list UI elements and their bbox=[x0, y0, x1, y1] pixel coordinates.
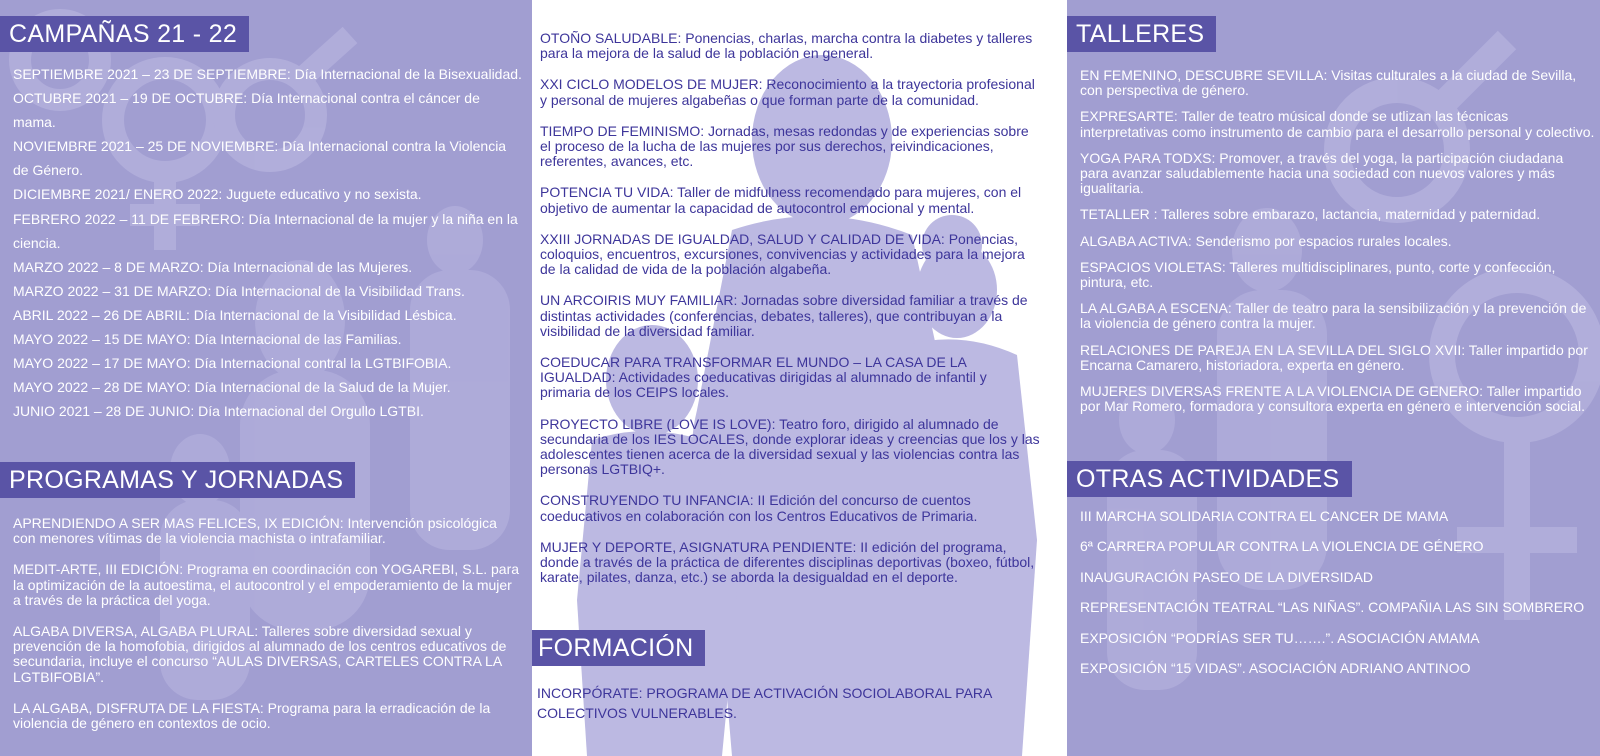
talleres-header: TALLERES bbox=[1067, 16, 1216, 52]
programa-item: POTENCIA TU VIDA: Taller de midfulness recomendado para mujeres, con el objetivo de aumentar la capacidad de autocontrol emocional y mental. bbox=[540, 184, 1022, 216]
taller-item: ESPACIOS VIOLETAS: Talleres multidisciplinares, punto, corte y confección, pintura, etc. bbox=[1080, 258, 1556, 291]
actividad-item: III MARCHA SOLIDARIA CONTRA EL CANCER DE MAMA bbox=[1080, 508, 1449, 524]
left-panel bbox=[0, 0, 532, 756]
programa-item: LA ALGABA, DISFRUTA DE LA FIESTA: Programa para la erradicación de la violencia de género en contextos de ocio. bbox=[13, 699, 491, 732]
taller-item: YOGA PARA TODXS: Promover, a través del yoga, la participación ciudadana para avanzar saludablemente hacia una sociedad con nuevos valores y más igualitaria. bbox=[1080, 149, 1564, 197]
programa-item: TIEMPO DE FEMINISMO: Jornadas, mesas redondas y de experiencias sobre el proceso de la lucha de las mujeres por sus derechos, reivindicaciones, referentes, avances, etc. bbox=[540, 122, 1029, 170]
actividad-item: EXPOSICIÓN “PODRÍAS SER TU…….”. ASOCIACIÓN AMAMA bbox=[1080, 629, 1480, 646]
taller-item: LA ALGABA A ESCENA: Taller de teatro para la sensibilización y la prevención de la violencia de género contra la mujer. bbox=[1080, 300, 1587, 332]
campana-item: MARZO 2022 – 8 DE MARZO: Día Internacional de las Mujeres. bbox=[13, 258, 413, 275]
programa-item: APRENDIENDO A SER MAS FELICES, IX EDICIÓN: Intervención psicológica con menores vítimas de la violencia machista o intrafamiliar. bbox=[13, 515, 497, 547]
campana-item: FEBRERO 2022 – 11 DE FEBRERO: Día Internacional de la mujer y la niña en la ciencia. bbox=[13, 210, 518, 251]
campana-item: SEPTIEMBRE 2021 – 23 DE SEPTIEMBRE: Día Internacional de la Bisexualidad. bbox=[13, 66, 522, 82]
programas-cont-list bbox=[540, 31, 1040, 601]
programa-item: ALGABA DIVERSA, ALGABA PLURAL: Talleres sobre diversidad sexual y prevención de la homofobia, dirigidos al alumnado de los centros educativos de secundaria, incluye el concurso “AULAS DIVERSAS, CARTELES CONTRA LA LGTBIFOBIA”. bbox=[13, 623, 507, 685]
programas-header: PROGRAMAS Y JORNADAS bbox=[0, 462, 355, 498]
campana-item: MAYO 2022 – 15 DE MAYO: Día Internacional de las Familias. bbox=[13, 331, 402, 348]
programa-item: OTOÑO SALUDABLE: Ponencias, charlas, marcha contra la diabetes y talleres para la mejora de la salud de la población en general. bbox=[540, 30, 1033, 62]
programas-list bbox=[13, 516, 521, 747]
campana-item: DICIEMBRE 2021/ ENERO 2022: Juguete educativo y no sexista. bbox=[13, 186, 422, 203]
actividad-item: EXPOSICIÓN “15 VIDAS”. ASOCIACIÓN ADRIANO ANTINOO bbox=[1080, 659, 1471, 676]
campanas-list bbox=[13, 62, 525, 423]
taller-item: EN FEMENINO, DESCUBRE SEVILLA: Visitas culturales a la ciudad de Sevilla, con perspectiva de género. bbox=[1080, 67, 1577, 99]
otras-actividades-list bbox=[1080, 509, 1590, 691]
actividad-item: REPRESENTACIÓN TEATRAL “LAS NIÑAS”. COMPAÑIA LAS SIN SOMBRERO bbox=[1080, 599, 1585, 616]
campanas-header: CAMPAÑAS 21 - 22 bbox=[0, 16, 249, 52]
taller-item: EXPRESARTE: Taller de teatro músical donde se utlizan las técnicas interpretativas como instrumento de cambio para el desarrollo personal y colectivo. bbox=[1080, 108, 1595, 140]
programa-item: MUJER Y DEPORTE, ASIGNATURA PENDIENTE: II edición del programa, donde a través de la práctica de diferentes disciplinas deportivas (boxeo, fútbol, karate, pilates, danza, etc.) se aborda la desigualdad en el deporte. bbox=[540, 538, 1035, 586]
campana-item: ABRIL 2022 – 26 DE ABRIL: Día Internacional de la Visibilidad Lésbica. bbox=[13, 306, 457, 323]
programa-item: CONSTRUYENDO TU INFANCIA: II Edición del concurso de cuentos coeducativos en colaboración con los Centros Educativos de Primaria. bbox=[540, 492, 978, 524]
actividad-item: INAUGURACIÓN PASEO DE LA DIVERSIDAD bbox=[1080, 568, 1374, 585]
programa-item: COEDUCAR PARA TRANSFORMAR EL MUNDO – LA CASA DE LA IGUALDAD: Actividades coeducativas dirigidas al alumnado de infantil y primaria de los CEIPS locales. bbox=[540, 354, 987, 401]
campana-item: MARZO 2022 – 31 DE MARZO: Día Internacional de la Visibilidad Trans. bbox=[13, 282, 465, 299]
programa-item: MEDIT-ARTE, III EDICIÓN: Programa en coordinación con YOGAREBI, S.L. para la optimización de la autoestima, el autocontrol y el empoderamiento de la mujer a través de la práctica del yoga. bbox=[13, 561, 520, 608]
campana-item: JUNIO 2021 – 28 DE JUNIO: Día Internacional del Orgullo LGTBI. bbox=[13, 403, 424, 420]
programa-item: UN ARCOIRIS MUY FAMILIAR: Jornadas sobre diversidad familiar a través de distintas actividades (conferencias, debates, talleres), que contribuyan a la visibilidad de la diversidad familiar. bbox=[540, 292, 1028, 339]
actividad-item: 6ª CARRERA POPULAR CONTRA LA VIOLENCIA DE GÉNERO bbox=[1080, 538, 1484, 555]
taller-item: TETALLER : Talleres sobre embarazo, lactancia, maternidad y paternidad. bbox=[1080, 206, 1541, 223]
campana-item: MAYO 2022 – 17 DE MAYO: Día Internacional contral la LGTBIFOBIA. bbox=[13, 355, 452, 372]
right-panel bbox=[1067, 0, 1600, 756]
campana-item: OCTUBRE 2021 – 19 DE OCTUBRE: Día Internacional contra el cáncer de mama. bbox=[13, 90, 480, 131]
programa-item: XXIII JORNADAS DE IGUALDAD, SALUD Y CALIDAD DE VIDA: Ponencias, coloquios, encuentros, excursiones, convivencias y actividades para la mejora de la calidad de vida de la población algabeña. bbox=[540, 230, 1025, 278]
campana-item: MAYO 2022 – 28 DE MAYO: Día Internacional de la Salud de la Mujer. bbox=[13, 379, 451, 396]
taller-item: RELACIONES DE PAREJA EN LA SEVILLA DEL SIGLO XVII: Taller impartido por Encarna Camarero, historiadora, experta en género. bbox=[1080, 341, 1588, 373]
formacion-item: INCORPÓRATE: PROGRAMA DE ACTIVACIÓN SOCIOLABORAL PARA COLECTIVOS VULNERABLES. bbox=[537, 685, 992, 721]
formacion-list bbox=[537, 683, 1047, 739]
programa-item: PROYECTO LIBRE (LOVE IS LOVE): Teatro foro, dirigido al alumnado de secundaria de los IES LOCALES, donde explorar ideas y creencias que los y las adolescentes tienen acerca de la diversidad sexual y las violencias contra las personas LGTBIQ+. bbox=[540, 415, 1040, 478]
taller-item: MUJERES DIVERSAS FRENTE A LA VIOLENCIA DE GENERO: Taller impartido por Mar Romero, formadora y consultora experta en género e intervención social. bbox=[1080, 383, 1586, 415]
taller-item: ALGABA ACTIVA: Senderismo por espacios rurales locales. bbox=[1080, 232, 1452, 249]
middle-panel bbox=[532, 0, 1067, 756]
talleres-list bbox=[1080, 68, 1595, 414]
otras-actividades-header: OTRAS ACTIVIDADES bbox=[1067, 461, 1352, 497]
formacion-header: FORMACIÓN bbox=[532, 630, 705, 666]
programa-item: XXI CICLO MODELOS DE MUJER: Reconocimiento a la trayectoria profesional y personal de mujeres algabeñas o que forman parte de la comunidad. bbox=[540, 76, 1035, 108]
campana-item: NOVIEMBRE 2021 – 25 DE NOVIEMBRE: Día Internacional contra la Violencia de Género. bbox=[13, 138, 507, 179]
